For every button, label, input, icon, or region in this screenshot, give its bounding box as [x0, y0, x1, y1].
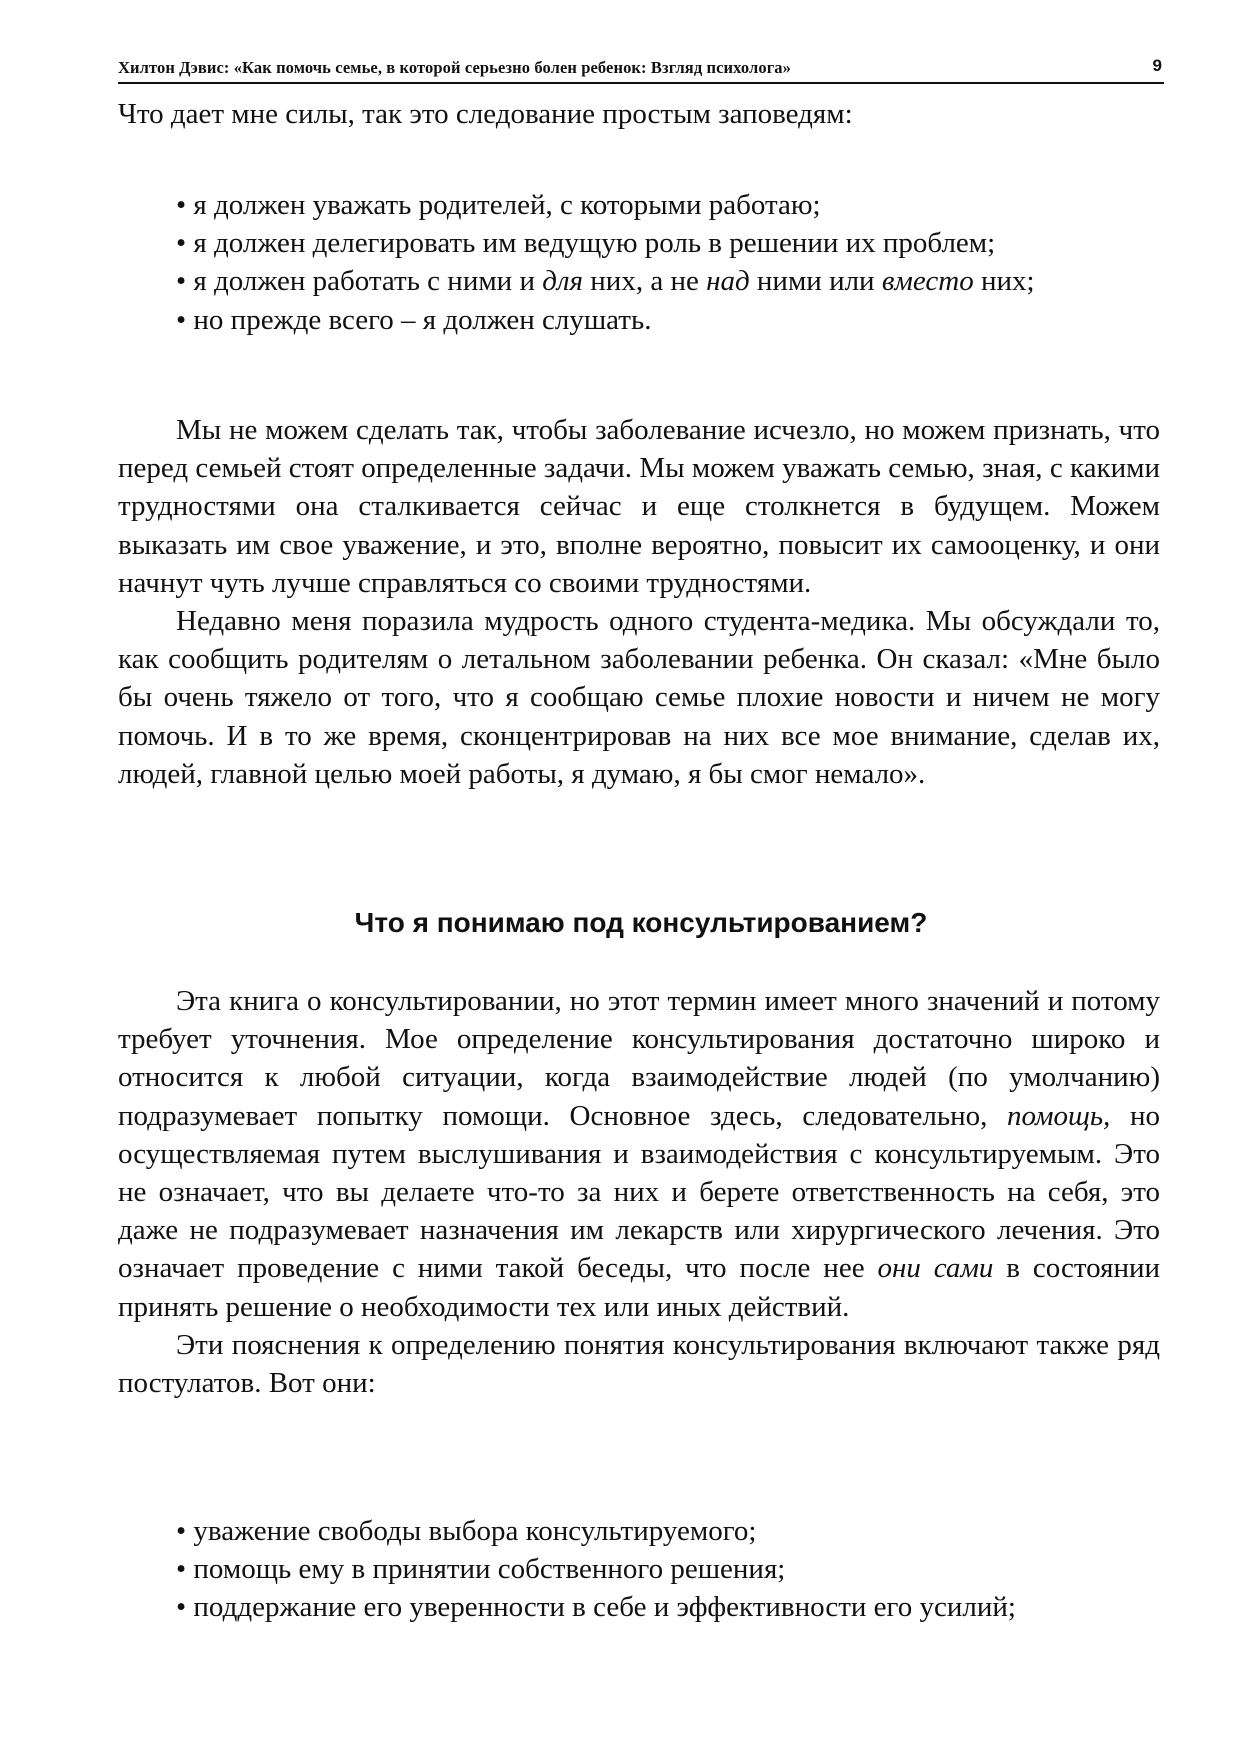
section-heading: Что я понимаю под консультированием? [354, 907, 928, 938]
commandment-item-3-text-3: ними или [749, 265, 882, 298]
commandment-item-4: • но прежде всего – я должен слушать. [176, 303, 652, 336]
running-header [118, 56, 1164, 84]
postulate-item-3: • поддержание его уверенности в себе и эффективности его усилий; [176, 1591, 1016, 1624]
commandment-item-3 [118, 262, 1160, 300]
commandment-item-3-emphasis-3: вместо [881, 265, 974, 298]
commandment-item-3-text-4: них; [973, 265, 1035, 298]
postulate-item-1: • уважение свободы выбора консультируемого; [176, 1515, 757, 1547]
commandment-item-3-text: • я должен работать с ними и [176, 265, 543, 298]
intro-line: Что дает мне силы, так это следование простым заповедям: [118, 98, 853, 130]
postulates-list [118, 1512, 1160, 1627]
commandment-item-1: • я должен уважать родителей, с которыми работаю; [176, 189, 821, 221]
main-text-block-2 [118, 982, 1160, 1402]
paragraph-counseling-text-2: но осуществляемая путем выслушивания и взаимодействия с консультируемым. Это не означает, что вы делаете что-то за них и берете ответственность на себя, это даже не подразумевает назначения им лекарств или хирургического лечения. Это означает проведение с ними такой беседы, что после нее [118, 1099, 1160, 1285]
commandment-item-3-emphasis-2: над [706, 265, 750, 298]
paragraph-counseling-definition [118, 982, 1160, 1326]
commandments-list [118, 186, 1160, 339]
paragraph-postulates-intro: Эти пояснения к определению понятия консультирования включают также ряд постулатов. Вот они: [118, 1328, 1160, 1400]
paragraph-counseling-emphasis-2: они сами [877, 1252, 994, 1285]
paragraph-counseling-emphasis-1: помощь, [1007, 1099, 1111, 1132]
paragraph-respect: Мы не можем сделать так, чтобы заболевание исчезло, но можем признать, что перед семьей стоят определенные задачи. Мы можем уважать семью, зная, с какими трудностями она сталкивается сейчас и еще столкнется в будущем. Можем выказать им свое уважение, и это, вполне вероятно, повысит их самооценку, и они начнут чуть лучше справляться со своими трудностями. [118, 414, 1160, 599]
commandment-item-3-emphasis-1: для [542, 265, 584, 298]
main-text-block-1 [118, 411, 1160, 793]
paragraph-counseling-text-3: в состоянии принять решение о необходимости тех или иных действий. [118, 1252, 1161, 1323]
intro-block [118, 95, 1160, 133]
paragraph-medical-student: Недавно меня поразила мудрость одного студента-медика. Мы обсуждали то, как сообщить родителям о летальном заболевании ребенка. Он сказал: «Мне было бы очень тяжело от того, что я сообщаю семье плохие новости и ничем не могу помочь. И в то же время, сконцентрировав на них все мое внимание, сделав их, людей, главной целью моей работы, я думаю, я бы смог немало». [118, 605, 1160, 790]
page-number: 9 [1152, 56, 1162, 75]
commandment-item-2: • я должен делегировать им ведущую роль в решении их проблем; [176, 227, 996, 260]
running-header-title: Хилтон Дэвис: «Как помочь семье, в которой серьезно болен ребенок: Взгляд психолога» [118, 58, 791, 77]
commandment-item-3-text-2: них, а не [583, 265, 707, 298]
postulate-item-2: • помощь ему в принятии собственного решения; [176, 1553, 786, 1586]
paragraph-counseling-text-1: Эта книга о консультировании, но этот термин имеет много значений и потому требует уточнения. Мое определение консультирования достаточно широко и относится к любой ситуации, когда взаимодействие людей (по умолчанию) подразумевает попытку помощи. Основное здесь, следовательно, [118, 985, 1160, 1132]
